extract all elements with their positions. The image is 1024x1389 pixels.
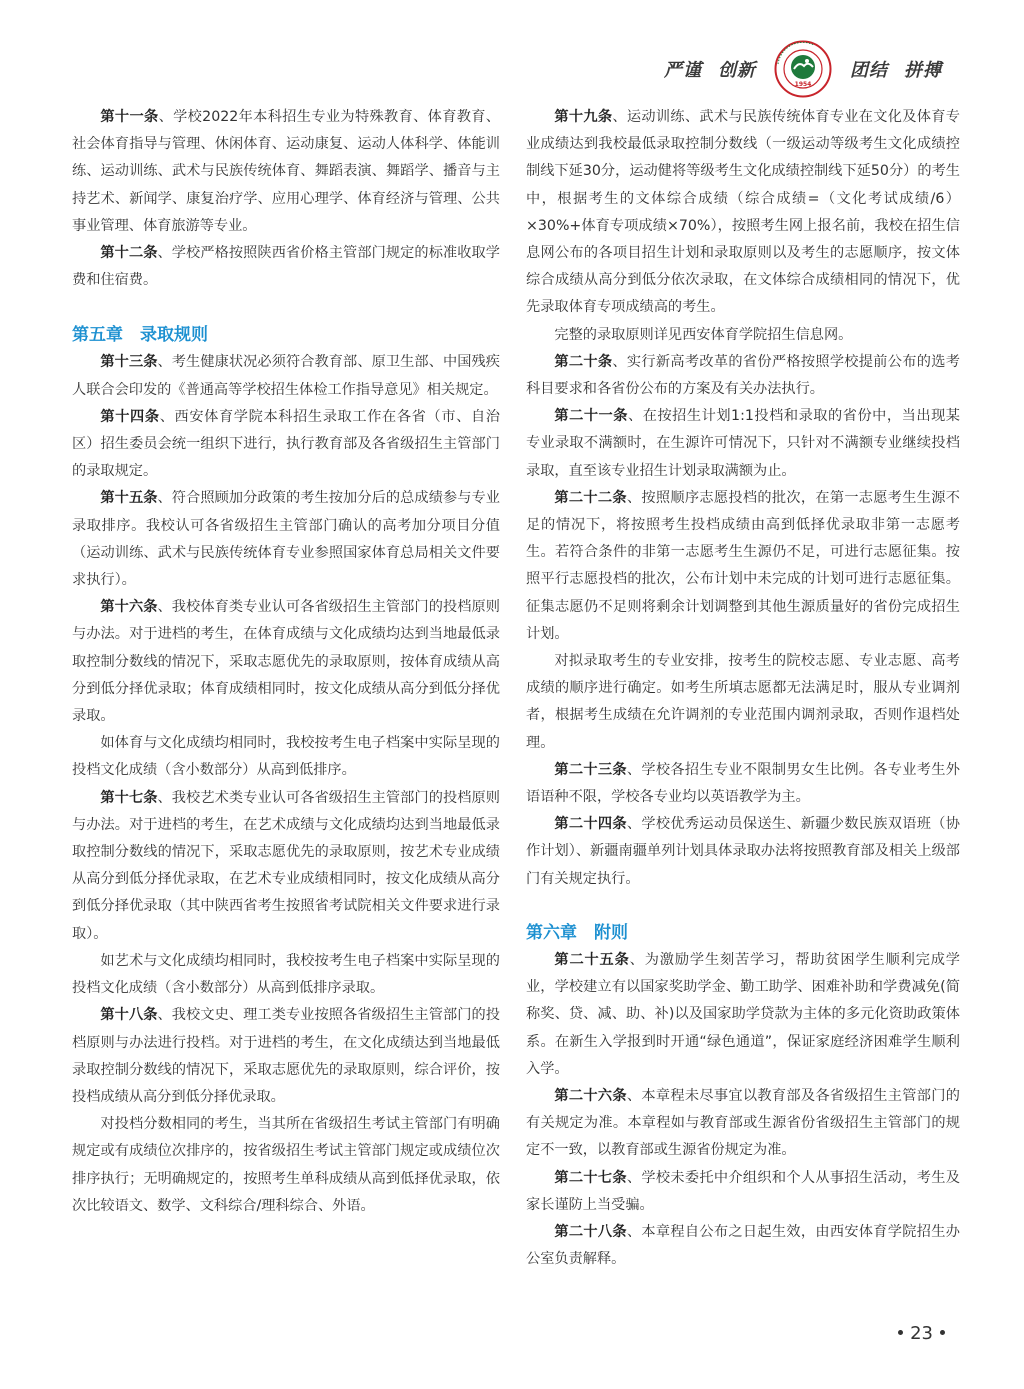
- article-23: [526, 757, 960, 811]
- article-17-para-2: 如艺术与文化成绩均相同时，我校按考生电子档案中实际呈现的投档文化成绩（含小数部分）从高到低排序录取。: [72, 952, 500, 997]
- article-text: 、我校体育类专业认可各省级招生主管部门的投档原则与办法。对于进档的考生，在体育成绩与文化成绩均达到当地最低录取控制分数线的情况下，采取志愿优先的录取原则，按体育成绩从高分到低分择优录取；体育成绩相同时，按文化成绩从高分到低分择优录取。: [72, 599, 500, 725]
- article-18-para-2: 对投档分数相同的考生，当其所在省级招生考试主管部门有明确规定或有成绩位次排序的，按省级招生考试主管部门规定或成绩位次排序执行；无明确规定的，按照考生单科成绩从高到低择优录取，依次比较语文、数学、文科综合/理科综合、外语。: [72, 1116, 500, 1214]
- article-18: [72, 1002, 500, 1111]
- article-16: [72, 594, 500, 730]
- article-text: 、运动训练、武术与民族传统体育专业在文化及体育专业成绩达到我校最低录取控制分数线（一级运动等级考生文化成绩控制线下延30分，运动健将等级考生文化成绩控制线下延50分）的考生中，根据考生的文体综合成绩（综合成绩=（文化考试成绩/6）×30%+体育专项成绩×70%），按照考生网上报名前，我校在招生信息网公布的各项目招生计划和录取原则以及考生的志愿顺序，按文体综合成绩从高分到低分依次录取，在文体综合成绩相同的情况下，优先录取体育专项成绩高的考生。: [526, 109, 960, 316]
- article-13: [72, 349, 500, 403]
- left-column: [72, 104, 500, 1220]
- page-number: [891, 1323, 952, 1344]
- article-label: 第十五条: [100, 490, 158, 507]
- article-text: 、学校2022年本科招生专业为特殊教育、体育教育、社会体育指导与管理、休闲体育、运动康复、运动人体科学、体能训练、运动训练、武术与民族传统体育、舞蹈表演、舞蹈学、播音与主持艺术、新闻学、康复治疗学、应用心理学、体育经济与管理、公共事业管理、体育旅游等专业。: [72, 109, 500, 234]
- article-19: [526, 104, 960, 322]
- bullet-dot: [940, 1330, 945, 1335]
- article-14: [72, 404, 500, 486]
- page-header: [656, 40, 950, 98]
- article-text: 、我校艺术类专业认可各省级招生主管部门的投档原则与办法。对于进档的考生，在艺术成绩与文化成绩均达到当地最低录取控制分数线的情况下，采取志愿优先的录取原则，按艺术专业成绩从高分到低分择优录取，在艺术专业成绩相同时，按文化成绩从高分到低分择优录取（其中陕西省考生按照省考试院相关文件要求进行录取）。: [72, 789, 500, 942]
- motto-word: 严谨: [664, 60, 702, 81]
- article-text: 、在按招生计划1:1投档和录取的省份中，当出现某专业录取不满额时，在生源许可情况下，只针对不满额专业继续投档录取，直至该专业招生计划录取满额为止。: [526, 408, 960, 479]
- article-label: 第十九条: [554, 109, 613, 125]
- article-11: [72, 104, 500, 240]
- article-22-para-2: 对拟录取考生的专业安排，按考生的院校志愿、专业志愿、高考成绩的顺序进行确定。如考生所填志愿都无法满足时，服从专业调剂者，根据考生成绩在允许调剂的专业范围内调剂录取，否则作退档处理。: [526, 653, 960, 751]
- article-text: 、学校优秀运动员保送生、新疆少数民族双语班（协作计划）、新疆南疆单列计划具体录取办法将按照教育部及相关上级部门有关规定执行。: [526, 816, 960, 887]
- article-label: 第十八条: [100, 1007, 158, 1024]
- article-label: 第二十二条: [554, 489, 627, 506]
- motto-word: 团结: [850, 60, 888, 81]
- article-label: 第二十条: [554, 353, 613, 370]
- bullet-dot: [898, 1330, 903, 1335]
- article-25: [526, 947, 960, 1083]
- chapter-6-heading: 第六章 附则: [526, 922, 628, 943]
- article-text: 、我校文史、理工类专业按照各省级招生主管部门的投档原则与办法进行投档。对于进档的考生，在文化成绩达到当地最低录取控制分数线的情况下，采取志愿优先的录取原则，综合评价，按投档成绩从高分到低分择优录取。: [72, 1007, 500, 1105]
- article-label: 第十三条: [100, 354, 158, 371]
- article-text: 、实行新高考改革的省份严格按照学校提前公布的选考科目要求和各省份公布的方案及有关办法执行。: [526, 353, 960, 398]
- article-text: 、本章程未尽事宜以教育部及各省级招生主管部门的有关规定为准。本章程如与教育部或生源省份省级招生主管部门的规定不一致，以教育部或生源省份规定为准。: [526, 1087, 960, 1159]
- article-26: [526, 1083, 960, 1165]
- motto-left: [656, 56, 764, 82]
- article-16-para-2: 如体育与文化成绩均相同时，我校按考生电子档案中实际呈现的投档文化成绩（含小数部分）从高到低排序。: [72, 735, 500, 779]
- article-22: [526, 485, 960, 648]
- chapter-5-heading: 第五章 录取规则: [72, 325, 208, 346]
- article-15: [72, 485, 500, 594]
- article-27: [526, 1165, 960, 1219]
- school-logo: [774, 40, 832, 98]
- motto-word: 拼搏: [904, 60, 942, 81]
- article-17: [72, 785, 500, 948]
- article-19-para-2: 完整的录取原则详见西安体育学院招生信息网。: [554, 326, 853, 343]
- article-text: 、学校各招生专业不限制男女生比例。各专业考生外语语种不限，学校各专业均以英语教学为主。: [526, 761, 960, 806]
- article-text: 、考生健康状况必须符合教育部、原卫生部、中国残疾人联合会印发的《普通高等学校招生体检工作指导意见》相关规定。: [72, 354, 500, 398]
- article-label: 第十七条: [100, 789, 158, 806]
- article-24: [526, 811, 960, 893]
- article-28: [526, 1219, 960, 1273]
- article-label: 第二十五条: [554, 951, 630, 968]
- article-21: [526, 403, 960, 485]
- motto-word: 创新: [718, 60, 756, 81]
- article-text: 、学校严格按照陕西省价格主管部门规定的标准收取学费和住宿费。: [72, 245, 500, 289]
- right-column: [526, 104, 960, 1273]
- article-label: 第十四条: [100, 408, 160, 425]
- article-label: 第二十七条: [554, 1169, 627, 1186]
- logo-year: 1954: [794, 81, 812, 88]
- article-label: 第十一条: [100, 109, 159, 125]
- article-text: 、本章程自公布之日起生效，由西安体育学院招生办公室负责解释。: [526, 1223, 960, 1268]
- article-label: 第二十三条: [554, 761, 627, 778]
- article-12: [72, 240, 500, 294]
- page-number-text: 23: [910, 1323, 933, 1344]
- motto-right: [842, 56, 950, 82]
- article-label: 第十二条: [100, 245, 158, 262]
- article-label: 第二十六条: [554, 1087, 627, 1104]
- article-text: 、符合照顾加分政策的考生按加分后的总成绩参与专业录取排序。我校认可各省级招生主管部门确认的高考加分项目分值（运动训练、武术与民族传统体育专业参照国家体育总局相关文件要求执行）。: [72, 490, 500, 589]
- article-label: 第十六条: [100, 599, 158, 616]
- article-label: 第二十四条: [554, 816, 627, 833]
- article-text: 、学校未委托中介组织和个人从事招生活动，考生及家长谨防上当受骗。: [526, 1169, 960, 1213]
- article-label: 第二十一条: [554, 408, 628, 425]
- article-text: 、西安体育学院本科招生录取工作在各省（市、自治区）招生委员会统一组织下进行，执行教育部及各省级招生主管部门的录取规定。: [72, 408, 500, 480]
- article-20: [526, 349, 960, 403]
- article-text: 、为激励学生刻苦学习，帮助贫困学生顺利完成学业，学校建立有以国家奖助学金、勤工助学、困难补助和学费减免(简称奖、贷、减、助、补)以及国家助学贷款为主体的多元化资助政策体系。在新生入学报到时开通“绿色通道”，保证家庭经济困难学生顺利入学。: [526, 951, 960, 1077]
- article-text: 、按照顺序志愿投档的批次，在第一志愿考生生源不足的情况下，将按照考生投档成绩由高到低择优录取非第一志愿考生。若符合条件的非第一志愿考生生源仍不足，可进行志愿征集。按照平行志愿投档的批次，公布计划中未完成的计划可进行志愿征集。征集志愿仍不足则将剩余计划调整到其他生源质量好的省份完成招生计划。: [526, 489, 960, 642]
- article-label: 第二十八条: [554, 1223, 627, 1240]
